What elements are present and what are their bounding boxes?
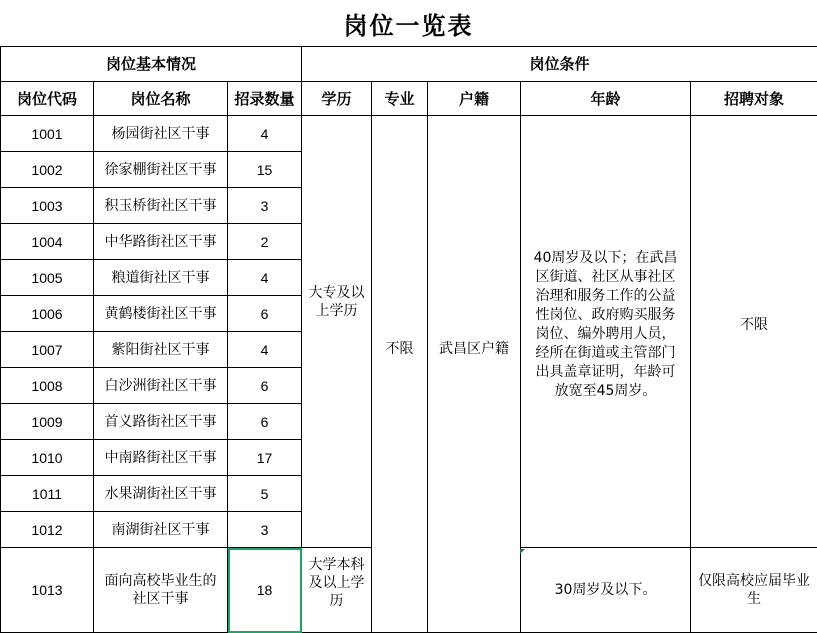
- group-header-conditions[interactable]: 岗位条件: [302, 47, 817, 82]
- cell-code-1013[interactable]: 1013: [1, 548, 94, 633]
- cell-age-shared[interactable]: 40周岁及以下；在武昌区街道、社区从事社区治理和服务工作的公益性岗位、政府购买服务岗位、编外聘用人员，经所在街道或主管部门出具盖章证明，年龄可放宽至45周岁。: [521, 116, 691, 548]
- cell-count[interactable]: 6: [228, 404, 302, 440]
- cell-count[interactable]: 4: [228, 260, 302, 296]
- cell-name[interactable]: 中南路街社区干事: [94, 440, 228, 476]
- cell-name[interactable]: 南湖街社区干事: [94, 512, 228, 548]
- cell-name[interactable]: 首义路街社区干事: [94, 404, 228, 440]
- cell-age-1013[interactable]: 30周岁及以下。: [521, 548, 691, 633]
- cell-code[interactable]: 1002: [1, 152, 94, 188]
- col-header-education[interactable]: 学历: [302, 82, 372, 116]
- cell-count[interactable]: 4: [228, 332, 302, 368]
- cell-name[interactable]: 白沙洲街社区干事: [94, 368, 228, 404]
- cell-code[interactable]: 1011: [1, 476, 94, 512]
- col-header-hukou[interactable]: 户籍: [428, 82, 521, 116]
- cell-name[interactable]: 积玉桥街社区干事: [94, 188, 228, 224]
- cell-count[interactable]: 17: [228, 440, 302, 476]
- cell-count[interactable]: 2: [228, 224, 302, 260]
- cell-code[interactable]: 1010: [1, 440, 94, 476]
- cell-name[interactable]: 中华路街社区干事: [94, 224, 228, 260]
- cell-count[interactable]: 15: [228, 152, 302, 188]
- selected-cell-count-1013[interactable]: 18: [228, 548, 302, 633]
- col-header-code[interactable]: 岗位代码: [1, 82, 94, 116]
- cell-name[interactable]: 徐家棚街社区干事: [94, 152, 228, 188]
- cell-target-1013[interactable]: 仅限高校应届毕业生: [691, 548, 817, 633]
- cell-name[interactable]: 粮道街社区干事: [94, 260, 228, 296]
- cell-code[interactable]: 1005: [1, 260, 94, 296]
- comment-indicator-icon: [520, 549, 525, 554]
- cell-education-shared[interactable]: 大专及以上学历: [302, 116, 372, 548]
- cell-name[interactable]: 紫阳街社区干事: [94, 332, 228, 368]
- col-header-name[interactable]: 岗位名称: [94, 82, 228, 116]
- positions-table: [0, 46, 817, 633]
- cell-count[interactable]: 5: [228, 476, 302, 512]
- col-header-major[interactable]: 专业: [372, 82, 428, 116]
- cell-code[interactable]: 1007: [1, 332, 94, 368]
- cell-name[interactable]: 黄鹤楼街社区干事: [94, 296, 228, 332]
- col-header-age[interactable]: 年龄: [521, 82, 691, 116]
- cell-count[interactable]: 3: [228, 512, 302, 548]
- cell-target-shared[interactable]: 不限: [691, 116, 817, 548]
- cell-code[interactable]: 1012: [1, 512, 94, 548]
- cell-education-1013[interactable]: 大学本科及以上学历: [302, 548, 372, 633]
- cell-code[interactable]: 1003: [1, 188, 94, 224]
- cell-name-1013[interactable]: 面向高校毕业生的社区干事: [94, 548, 228, 633]
- cell-count[interactable]: 3: [228, 188, 302, 224]
- cell-hukou-shared[interactable]: 武昌区户籍: [428, 116, 521, 633]
- cell-count[interactable]: 6: [228, 368, 302, 404]
- cell-code[interactable]: 1004: [1, 224, 94, 260]
- cell-count[interactable]: 4: [228, 116, 302, 152]
- cell-count[interactable]: 6: [228, 296, 302, 332]
- cell-major-shared[interactable]: 不限: [372, 116, 428, 633]
- cell-code[interactable]: 1008: [1, 368, 94, 404]
- col-header-count[interactable]: 招录数量: [228, 82, 302, 116]
- cell-code[interactable]: 1006: [1, 296, 94, 332]
- cell-name[interactable]: 杨园街社区干事: [94, 116, 228, 152]
- cell-name[interactable]: 水果湖街社区干事: [94, 476, 228, 512]
- group-header-basic[interactable]: 岗位基本情况: [1, 47, 302, 82]
- cell-code[interactable]: 1009: [1, 404, 94, 440]
- col-header-target[interactable]: 招聘对象: [691, 82, 817, 116]
- page-title: 岗位一览表: [343, 10, 474, 40]
- cell-code[interactable]: 1001: [1, 116, 94, 152]
